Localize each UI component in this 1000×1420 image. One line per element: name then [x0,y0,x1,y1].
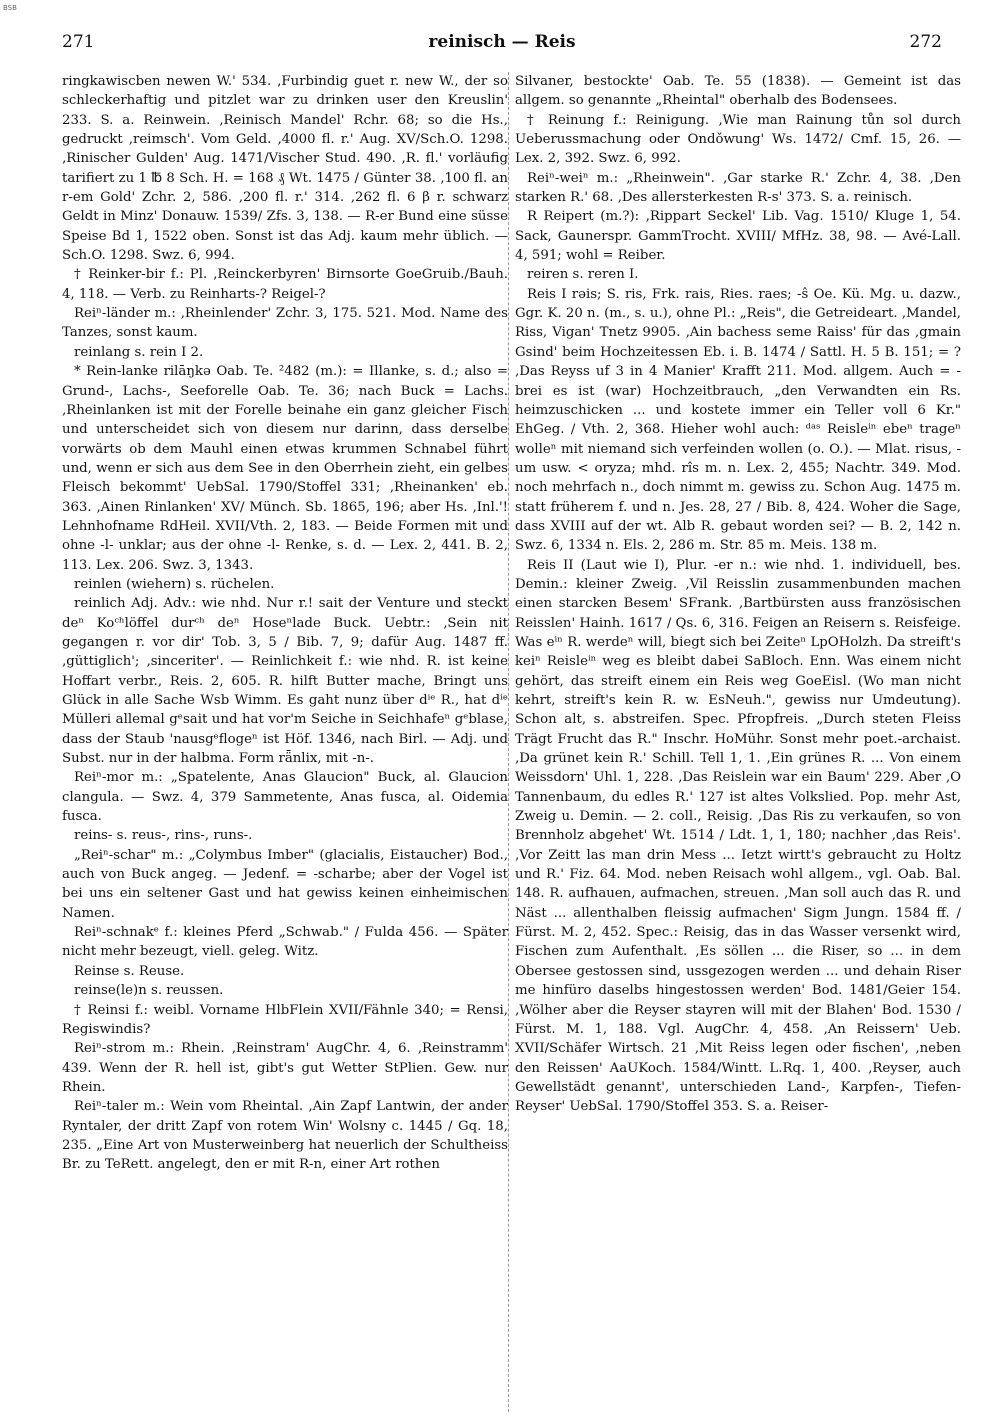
entry-reipert: R Reipert (m.?): ‚Rippart Seckel' Lib. Vag. 1510/ Kluge 1, 54. Sack, Gaunerspr. GammTrocht. XVIII/ MfHz. 38, 98. — Avé-Lall. 4, 591; wohl = Reiber. [515,209,961,264]
entry-reinung: † Reinung f.: Reinigung. ‚Wie man Rainung tůn sol durch Ueberussmachung oder Ondǒwung' Ws. 1472/ Cmf. 15, 26. — Lex. 2, 392. Swz. 6, 992. [515,112,961,167]
entry-reinisch-cont: ringkawiscben newen W.' 534. ‚Furbindig guet r. new W., der so schleckerhaftig und pitzlet war zu drinken user den Kreuslin' 233. S. a. Reinwein. ‚Reinisch Mandel' Rchr. 68; so die Hs., gedruckt ‚reimsch'. Vom Geld. ‚4000 fl. r.' Aug. XV/Sch.O. 1298. ‚Rinischer Gulden' Aug. 1471/Vischer Stud. 490. ‚R. fl.' vorläufig tarifiert zu 1 ℔ 8 Sch. H. = 168 ₰ Wt. 1475 / Günter 38. ‚100 fl. an r-em Gold' Zchr. 2, 586. ‚200 fl. r.' 314. ‚262 fl. 6 β r. schwarz Geldt in Minz' Donauw. 1539/ Zfs. 3, 138. — R-er Bund eine süsse Speise Bd 1, 1522 oben. Sonst ist das Adj. kaum mehr üblich. — Sch.O. 1298. Swz. 6, 994. [62,74,508,264]
entry-reinker-bir: † Reinker-bir f.: Pl. ‚Reinckerbyren' Birnsorte GoeGruib./Bauh. 4, 118. — Verb. zu Reinharts-? Reigel-? [62,267,508,302]
entry-reis-i: Reis I rəis; S. ris, Frk. rais, Ries. raes; -ŝ Oe. Kü. Mg. u. dazw., Ggr. K. 20 n. (m., s. u.), ohne Pl.: „Reis", die Getreideart. ‚Mandel, Riss, Vigan' Tnetz 9905. ‚Ain bachess seme Raiss' für das ‚gmain Gsind' beim Hochzeitessen Eb. i. B. 1474 / Sattl. H. 5 B. 151; = ? ‚Das Reyss uf 3 in 4 Manier' Krafft 211. Mod. allgem. Auch = -brei es ist (war) Hochzeitbrauch, „den Verwandten ein Rs. heimzuschicken ... und kostete immer ein Teller voll 6 Kr." EhGeg. / Vth. 2, 368. Hieher wohl auch: ᵈᵃˢ Reisleⁱⁿ ebeⁿ trageⁿ wolleⁿ mit niemand sich verfeinden wollen (o. O.). — Mlat. risus, -um usw. < oryza; mhd. rîs m. n. Lex. 2, 455; Nachtr. 349. Mod. noch mehrfach n., doch nimmt m. gewiss zu. Schon Aug. 1475 m. statt früherem f. und n. Jes. 28, 27 / Bib. 8, 424. Woher die Sage, dass XVIII auf der wt. Alb R. gebaut worden sei? — B. 2, 142 n. Swz. 6, 1334 n. Els. 2, 286 m. Str. 85 m. Meis. 138 m. [515,286,961,554]
entry-reinlen: reinlen (wiehern) s. rüchelen. [74,576,275,592]
left-column [62,72,508,1175]
running-title: reinisch — Reis [428,32,576,52]
entry-rein-strom: Reiⁿ-strom m.: Rhein. ‚Reinstram' AugChr. 4, 6. ‚Reinstramm' 439. Wenn der R. hell ist, gibt's gut Wetter StPlien. Gew. nur Rhein. [62,1041,508,1095]
entry-reis-ii: Reis II (Laut wie I), Plur. -er n.: wie nhd. 1. individuell, bes. Demin.: kleiner Zweig. ‚Vil Reisslin zusammenbunden machen einen starcken Besem' SFrank. ‚Bartbürsten auss französischen Reisslen' Hainh. 1617 / Qs. 6, 316. Feigen an Reisern s. Reisfeige. Was eⁱⁿ R. werdeⁿ will, biegt sich bei Zeiteⁿ LpOHolzh. Da streift's keiⁿ Reisleⁱⁿ weg es bleibt dabei SaBloch. Enn. Was einem nicht gehört, das streift einem ein Reis weg GoeEisl. (Wo man nicht kehrt, streift's kein R. w. EsNeuh.", gewiss nur Umdeutung). Schon alt, s. abstreifen. Spec. Pfropfreis. „Durch steten Fleiss Trägt Frucht das R." Inschr. HoMühr. Sonst mehr poet.-archaist. ‚Da grünet kein R.' Schill. Tell 1, 1. ‚Ein grünes R. ... Von einem Weissdorn' Uhl. 1, 228. ‚Das Reislein war ein Baum' 229. Aber ‚O Tannenbaum, du edles R.' 127 ist altes Volkslied. Pop. mehr Ast, Zweig u. Demin. — 2. coll., Reisig. ‚Das Ris zu verkaufen, so von Brennholz abgehet' Wt. 1514 / Ldt. 1, 1, 180; nachher ‚das Reis'. ‚Vor Zeitt las man drin Mess ... Ietzt wirtt's gebraucht zu Holtz und R.' Fiz. 64. Mod. neben Reisach wohl allgem., vgl. Oab. Bal. 148. R. aufhauen, aufmachen, streuen. ‚Man soll auch das R. und Näst ... allenthalben fleissig aufmachen' Sigm Jungn. 1584 ff. / Fürst. M. 2, 452. Spec.: Reisig, das in das Wasser versenkt wird, Fischen zum Aufenthalt. ‚Es söllen ... die Riser, so ... in dem Obersee gestossen sind, ussgezogen werden ... und dehain Riser me hinfüro daselbs hingestossen werden' Bod. 1481/Geier 154. ‚Wölher aber die Reyser stayren will mit der Blahen' Bod. 1530 / Fürst. M. 1, 188. Vgl. AugChr. 4, 458. ‚An Reissern' Ueb. XVII/Schäfer Wirtsch. 21 ‚Mit Reiss legen oder fischen', ‚neben den Reissen' AaUKoch. 1584/Wintt. L.Rq. 1, 400. ‚Reyser, auch Gewellstädt genannt', unterschieden Land-, Karpfen-, Tiefen-Reyser' UebSal. 1790/Stoffel 353. S. a. Reiser- [515,557,961,1115]
entry-rein-lanke: * Rein-lanke rilāŋkə Oab. Te. ²482 (m.): = Illanke, s. d.; also = Grund-, Lachs-, Seeforelle Oab. Te. 36; nach Buck = Lachs. ‚Rheinlanken ist mit der Forelle beinahe ein ganz gleicher Fisch und unterscheidet sich von diesem nur darinn, dass derselbe vorwärts ob dem Mauhl einen etwas krummen Schnabel führt und, wenn er sich aus dem See in den Oberrhein zieht, ein gelbes Fleisch bekommt' UebSal. 1790/Stoffel 331; ‚Rheinanken' eb. 363. ‚Ainen Rinlanken' XV/ Münch. Sb. 1865, 196; aber Hs. ‚Inl.'! Lehnhofname RdHeil. XVII/Vth. 2, 183. — Beide Formen mit und ohne -l- unklar; aus der ohne -l- Renke, s. d. — Lex. 2, 441. B. 2, 113. Lex. 206. Swz. 3, 1343. [62,364,508,573]
entry-rein-schnake: Reiⁿ-schnakᵉ f.: kleines Pferd „Schwab." / Fulda 456. — Später nicht mehr bezeugt, viell. geleg. Witz. [62,925,508,960]
entry-reinse: Reinse s. Reuse. [74,963,185,979]
entry-rein-wein: Reiⁿ-weiⁿ m.: „Rheinwein". ‚Gar starke R.' Zchr. 4, 38. ‚Den starken R.' 68. ‚Des allersterkesten R-s' 373. S. a. reinisch. [515,170,961,206]
entry-rein-mor: Reiⁿ-mor m.: „Spatelente, Anas Glaucion" Buck, al. Glaucion clangula. — Swz. 4, 379 Sammetente, Anas fusca, al. Oidemia fusca. [62,770,508,825]
page-number-right: 272 [909,32,942,52]
column-divider [508,72,509,1412]
page-header [62,32,942,56]
entry-reinlaender: Reiⁿ-länder m.: ‚Rheinlender' Zchr. 3, 175. 521. Mod. Name des Tanzes, sonst kaum. [62,306,508,341]
entry-reins: reins- s. reus-, rins-, runs-. [74,828,253,844]
entry-reinsi: † Reinsi f.: weibl. Vorname HlbFlein XVII/Fähnle 340; = Rensi, Regiswindis? [62,1002,508,1037]
page-number-left: 271 [62,32,95,52]
entry-rein-taler-cont: Silvaner, bestockte' Oab. Te. 55 (1838). — Gemeint ist das allgem. so genannte „Rheintal" oberhalb des Bodensees. [515,74,961,109]
entry-rein-schar: „Reiⁿ-schar" m.: „Colymbus Imber" (glacialis, Eistaucher) Bod., auch von Buck angeg. — Jedenf. = -scharbe; aber der Vogel ist bei uns ein seltener Gast und hat gewiss keinen einheimischen Namen. [62,847,508,921]
entry-reinselen: reinse(le)n s. reussen. [74,983,224,999]
entry-reiren: reiren s. reren I. [527,267,639,283]
entry-rein-taler: Reiⁿ-taler m.: Wein vom Rheintal. ‚Ain Zapf Lantwin, der ander Ryntaler, der dritt Zapf von rotem Win' Wolsny c. 1445 / Gq. 18, 235. „Eine Art von Musterweinberg hat neuerlich der Schultheiss Br. zu TeRett. angelegt, den er mit R-n, einer Art rothen [62,1099,508,1173]
right-column [515,72,961,1117]
library-stamp: BSB [3,4,17,12]
entry-reinlang: reinlang s. rein I 2. [74,344,204,360]
entry-reinlich: reinlich Adj. Adv.: wie nhd. Nur r.! sait der Venture und steckt deⁿ Koᶜʰlöffel durᶜʰ deⁿ Hoseⁿlade Buck. Uebtr.: ‚Sein nit gegangen r. vor dir' Tob. 3, 5 / Bib. 7, 9; dafür Aug. 1487 ff. ‚güttiglich'; ‚sinceriter'. — Reinlichkeit f.: wie nhd. R. ist keine Hoffart verbr., Reis. 2, 605. R. hilft Butter mache, Bringt uns Glück in alle Sache Wsb Wimm. Es gaht nunz über dⁱᵉ R., hat dⁱᵉ Mülleri allemal gᵉsait und hat vor'm Seiche in Seichhafeⁿ gᵉblase, dass der Staub 'nausgᵉflogeⁿ ist Höf. 1346, nach Birl. — Adj. und Subst. nur in der halbma. Form rǟnlix, mit -n-. [62,596,508,767]
